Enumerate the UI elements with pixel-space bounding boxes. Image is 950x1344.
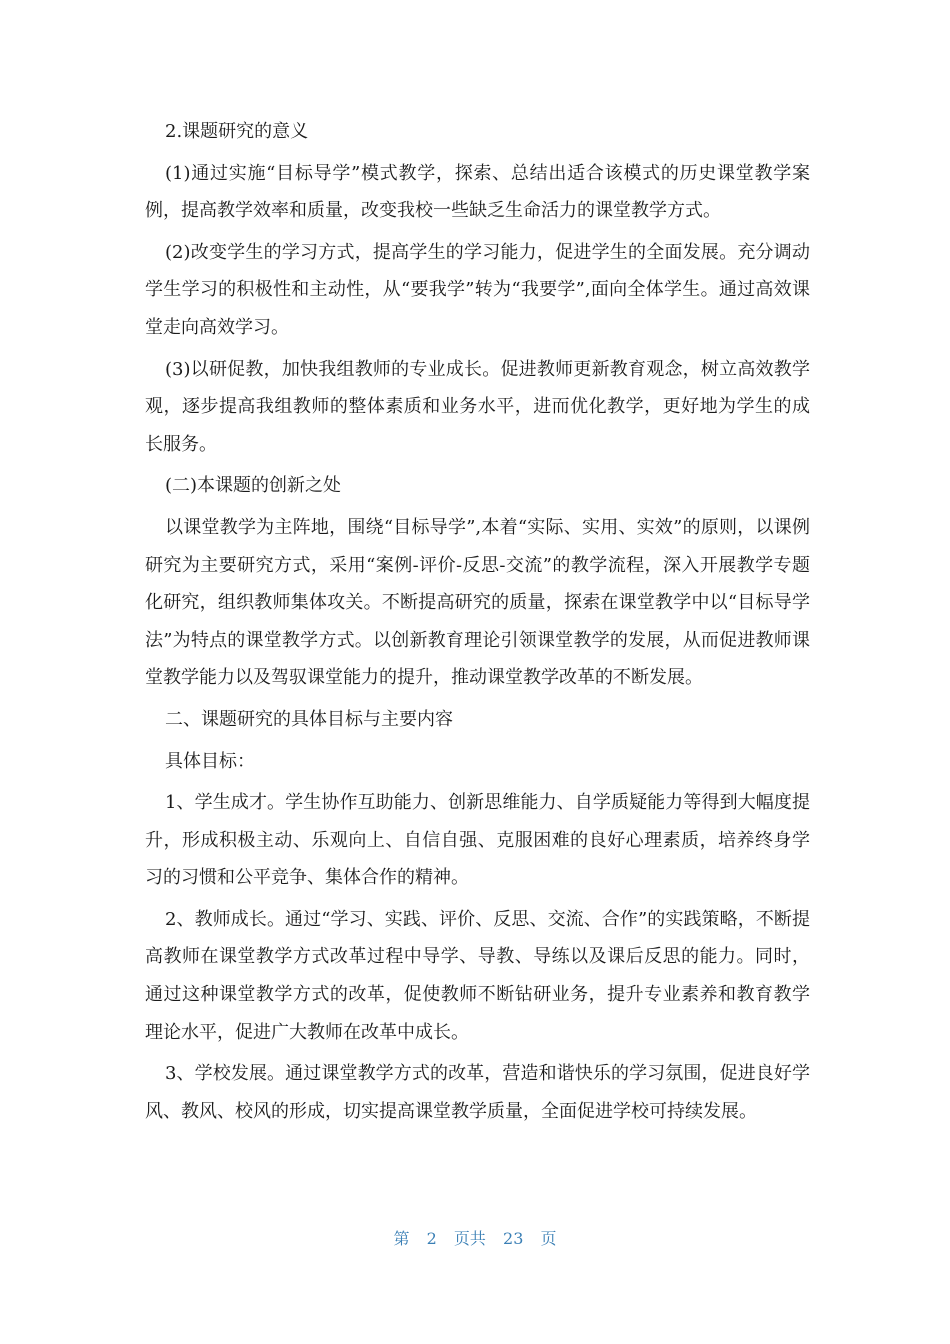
paragraph-significance-1: (1)通过实施“目标导学”模式教学，探索、总结出适合该模式的历史课堂教学案例，提高教学效率和质量，改变我校一些缺乏生命活力的课堂教学方式。 bbox=[145, 162, 810, 222]
page-footer bbox=[0, 1226, 950, 1249]
subheading-specific-goals: 具体目标： bbox=[165, 750, 255, 772]
footer-total-pages: 23 bbox=[503, 1229, 524, 1248]
footer-current-page: 2 bbox=[426, 1229, 437, 1248]
footer-prefix: 第 bbox=[393, 1229, 410, 1248]
footer-middle: 页共 bbox=[453, 1229, 486, 1248]
paragraph-goal-teachers: 2、教师成长。通过“学习、实践、评价、反思、交流、合作”的实践策略，不断提高教师在课堂教学方式改革过程中导学、导教、导练以及课后反思的能力。同时，通过这种课堂教学方式的改革，促使教师不断钻研业务，提升专业素养和教育教学理论水平，促进广大教师在改革中成长。 bbox=[145, 908, 810, 1043]
paragraph-goal-students: 1、学生成才。学生协作互助能力、创新思维能力、自学质疑能力等得到大幅度提升，形成积极主动、乐观向上、自信自强、克服困难的良好心理素质，培养终身学习的习惯和公平竞争、集体合作的精神。 bbox=[145, 792, 810, 889]
footer-suffix: 页 bbox=[540, 1229, 557, 1248]
section-heading-goals: 二、课题研究的具体目标与主要内容 bbox=[165, 708, 453, 730]
paragraph-significance-2: (2)改变学生的学习方式，提高学生的学习能力，促进学生的全面发展。充分调动学生学习的积极性和主动性，从“要我学”转为“我要学”,面向全体学生。通过高效课堂走向高效学习。 bbox=[145, 241, 810, 338]
paragraph-significance-3: (3)以研促教，加快我组教师的专业成长。促进教师更新教育观念，树立高效教学观，逐步提高我组教师的整体素质和业务水平，进而优化教学，更好地为学生的成长服务。 bbox=[145, 358, 810, 455]
section-heading-significance: 2.课题研究的意义 bbox=[165, 121, 309, 142]
document-body bbox=[145, 113, 810, 1134]
section-heading-innovation: (二)本课题的创新之处 bbox=[165, 475, 342, 497]
paragraph-goal-school: 3、学校发展。通过课堂教学方式的改革，营造和谐快乐的学习氛围，促进良好学风、教风、校风的形成，切实提高课堂教学质量，全面促进学校可持续发展。 bbox=[145, 1063, 810, 1122]
paragraph-innovation: 以课堂教学为主阵地，围绕“目标导学”,本着“实际、实用、实效”的原则，以课例研究为主要研究方式，采用“案例-评价-反思-交流”的教学流程，深入开展教学专题化研究，组织教师集体攻关。不断提高研究的质量，探索在课堂教学中以“目标导学法”为特点的课堂教学方式。以创新教育理论引领课堂教学的发展，从而促进教师课堂教学能力以及驾驭课堂能力的提升，推动课堂教学改革的不断发展。 bbox=[145, 516, 810, 689]
